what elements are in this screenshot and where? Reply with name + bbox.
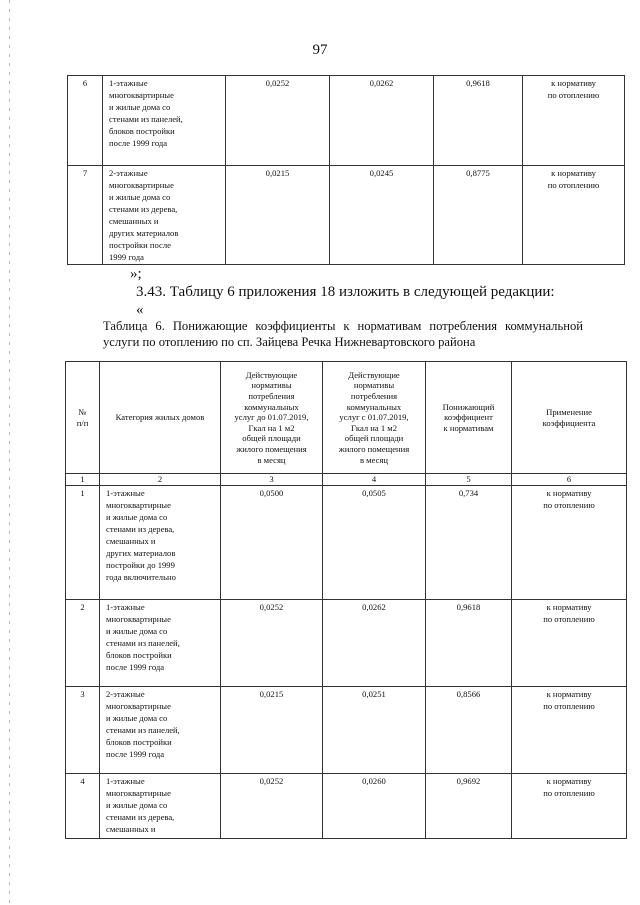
norm-before: 0,0215 bbox=[226, 166, 330, 265]
header-application: Применение коэффициента bbox=[512, 362, 627, 474]
norm-before: 0,0252 bbox=[221, 600, 323, 687]
housing-category: 2-этажные многоквартирные и жилые дома со стенами из дерева, смешанных и других материалов постройки после 1999 года bbox=[103, 166, 226, 265]
norm-after: 0,0262 bbox=[330, 76, 434, 166]
housing-category: 1-этажные многоквартирные и жилые дома со стенами из панелей, блоков постройки после 1999 года bbox=[103, 76, 226, 166]
column-number: 6 bbox=[512, 474, 627, 486]
table-row bbox=[66, 774, 627, 839]
coefficients-table bbox=[65, 361, 627, 839]
table-caption: Таблица 6. Понижающие коэффициенты к нормативам потребления коммунальной услуги по отоплению по сп. Зайцева Речка Нижневартовского района bbox=[103, 319, 583, 349]
coefficient-application: к нормативу по отоплению bbox=[512, 687, 627, 774]
housing-category: 2-этажные многоквартирные и жилые дома со стенами из панелей, блоков постройки после 1999 года bbox=[100, 687, 221, 774]
column-number: 5 bbox=[426, 474, 512, 486]
section-heading: 3.43. Таблицу 6 приложения 18 изложить в следующей редакции: bbox=[136, 284, 555, 300]
housing-category: 1-этажные многоквартирные и жилые дома со стенами из панелей, блоков постройки после 1999 года bbox=[100, 600, 221, 687]
table-row bbox=[66, 600, 627, 687]
coefficient-application: к нормативу по отоплению bbox=[512, 486, 627, 600]
norm-before: 0,0215 bbox=[221, 687, 323, 774]
table-header-row bbox=[66, 362, 627, 474]
reduction-coefficient: 0,9618 bbox=[434, 76, 523, 166]
table-row bbox=[66, 687, 627, 774]
header-norm-before: Действующие нормативы потребления коммунальных услуг до 01.07.2019, Гкал на 1 м2 общей площади жилого помещения в месяц bbox=[221, 362, 323, 474]
table-row bbox=[66, 486, 627, 600]
header-number: № п/п bbox=[66, 362, 100, 474]
reduction-coefficient: 0,734 bbox=[426, 486, 512, 600]
coefficient-application: к нормативу по отоплению bbox=[512, 600, 627, 687]
closing-quote: »; bbox=[130, 266, 142, 282]
norm-after: 0,0505 bbox=[323, 486, 426, 600]
norm-before: 0,0500 bbox=[221, 486, 323, 600]
reduction-coefficient: 0,9618 bbox=[426, 600, 512, 687]
norm-after: 0,0260 bbox=[323, 774, 426, 839]
table-row bbox=[68, 166, 625, 265]
opening-quote: « bbox=[136, 302, 144, 318]
norm-after: 0,0245 bbox=[330, 166, 434, 265]
row-number: 3 bbox=[66, 687, 100, 774]
norm-before: 0,0252 bbox=[226, 76, 330, 166]
column-number: 4 bbox=[323, 474, 426, 486]
norm-after: 0,0251 bbox=[323, 687, 426, 774]
reduction-coefficient: 0,8566 bbox=[426, 687, 512, 774]
reduction-coefficient: 0,8775 bbox=[434, 166, 523, 265]
reduction-coefficient: 0,9692 bbox=[426, 774, 512, 839]
housing-category: 1-этажные многоквартирные и жилые дома со стенами из дерева, смешанных и bbox=[100, 774, 221, 839]
norm-after: 0,0262 bbox=[323, 600, 426, 687]
coefficient-application: к нормативу по отоплению bbox=[512, 774, 627, 839]
row-number: 2 bbox=[66, 600, 100, 687]
housing-category: 1-этажные многоквартирные и жилые дома со стенами из дерева, смешанных и других материалов постройки до 1999 года включительно bbox=[100, 486, 221, 600]
row-number: 7 bbox=[68, 166, 103, 265]
coefficient-application: к нормативу по отоплению bbox=[523, 76, 625, 166]
row-number: 6 bbox=[68, 76, 103, 166]
header-category: Категория жилых домов bbox=[100, 362, 221, 474]
binding-margin-marks bbox=[9, 0, 10, 905]
column-number: 3 bbox=[221, 474, 323, 486]
header-norm-after: Действующие нормативы потребления коммунальных услуг с 01.07.2019, Гкал на 1 м2 общей площади жилого помещения в месяц bbox=[323, 362, 426, 474]
row-number: 1 bbox=[66, 486, 100, 600]
header-coefficient: Понижающий коэффициент к нормативам bbox=[426, 362, 512, 474]
row-number: 4 bbox=[66, 774, 100, 839]
page-number: 97 bbox=[312, 42, 328, 58]
column-number: 2 bbox=[100, 474, 221, 486]
coefficient-application: к нормативу по отоплению bbox=[523, 166, 625, 265]
column-number-row bbox=[66, 474, 627, 486]
norm-before: 0,0252 bbox=[221, 774, 323, 839]
column-number: 1 bbox=[66, 474, 100, 486]
table-row bbox=[68, 76, 625, 166]
continuation-table bbox=[67, 75, 625, 265]
